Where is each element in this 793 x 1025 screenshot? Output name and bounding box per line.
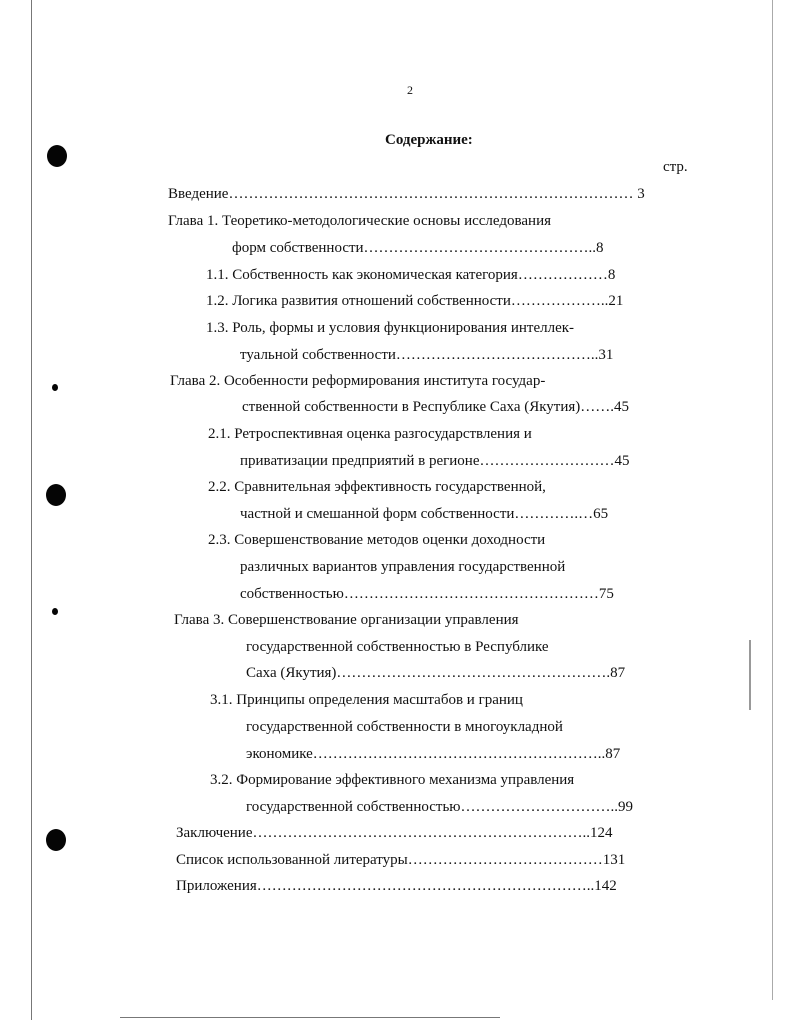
toc-entry-section-3-1-line2: государственной собственности в многоукладной (246, 719, 563, 735)
punch-hole-1 (47, 145, 67, 167)
toc-entry-section-2-1-line1: 2.1. Ретроспективная оценка разгосударствления и (208, 426, 532, 442)
toc-entry-section-2-2-line2: частной и смешанной форм собственности………….…65 (240, 506, 609, 522)
toc-entry-chapter3-line1: Глава 3. Совершенствование организации управления (174, 612, 519, 628)
toc-entry-chapter1-line1: Глава 1. Теоретико-методологические основы исследования (168, 213, 552, 229)
toc-entry-intro: Введение……………………………………………………………………… 3 (168, 186, 645, 202)
toc-entry-conclusion: Заключение…………………………………………………………..124 (176, 825, 613, 841)
punch-hole-3 (46, 484, 66, 506)
toc-entry-section-3-1-line3: экономике…………………………………………………..87 (246, 746, 621, 762)
toc-entry-section-2-2-line1: 2.2. Сравнительная эффективность государственной, (208, 479, 546, 495)
toc-entry-section-2-3-line2: различных вариантов управления государственной (240, 559, 566, 575)
toc-entry-section-1-2: 1.2. Логика развития отношений собственности………………..21 (206, 293, 624, 309)
toc-entry-section-1-1: 1.1. Собственность как экономическая категория………………8 (206, 267, 616, 283)
toc-entry-section-2-1-line2: приватизации предприятий в регионе………………………45 (240, 453, 630, 469)
toc-entry-chapter3-line2: государственной собственностью в Республике (246, 639, 549, 655)
toc-entry-section-1-3-line1: 1.3. Роль, формы и условия функционирования интеллек- (206, 320, 575, 336)
toc-entry-chapter1-line2: форм собственности………………………………………..8 (232, 240, 604, 256)
bottom-scan-edge (120, 1017, 500, 1018)
toc-entry-appendices: Приложения…………………………………………………………..142 (176, 878, 617, 894)
toc-entry-section-2-3-line1: 2.3. Совершенствование методов оценки доходности (208, 532, 546, 548)
page-title: Содержание: (385, 132, 473, 148)
toc-entry-section-3-1-line1: 3.1. Принципы определения масштабов и границ (210, 692, 523, 708)
page-number: 2 (407, 83, 413, 97)
right-scan-mark (749, 640, 751, 710)
toc-entry-references: Список использованной литературы…………………………………131 (176, 852, 626, 868)
toc-entry-section-3-2-line2: государственной собственностью…………………………..99 (246, 799, 633, 815)
left-scan-edge (31, 0, 32, 1020)
punch-hole-5 (46, 829, 66, 851)
punch-hole-2 (52, 384, 58, 391)
toc-entry-chapter2-line2: ственной собственности в Республике Саха (Якутия)…….45 (242, 399, 630, 415)
toc-entry-section-3-2-line1: 3.2. Формирование эффективного механизма управления (210, 772, 575, 788)
toc-entry-chapter3-line3: Саха (Якутия)……………………………………………….87 (246, 665, 626, 681)
toc-entry-section-1-3-line2: туальной собственности…………………………………..31 (240, 347, 614, 363)
toc-entry-chapter2-line1: Глава 2. Особенности реформирования института государ- (170, 373, 546, 389)
punch-hole-4 (52, 608, 58, 615)
toc-entry-section-2-3-line3: собственностью……………………………………………75 (240, 586, 614, 602)
page-column-label: стр. (663, 159, 688, 175)
right-scan-edge (772, 0, 773, 1000)
